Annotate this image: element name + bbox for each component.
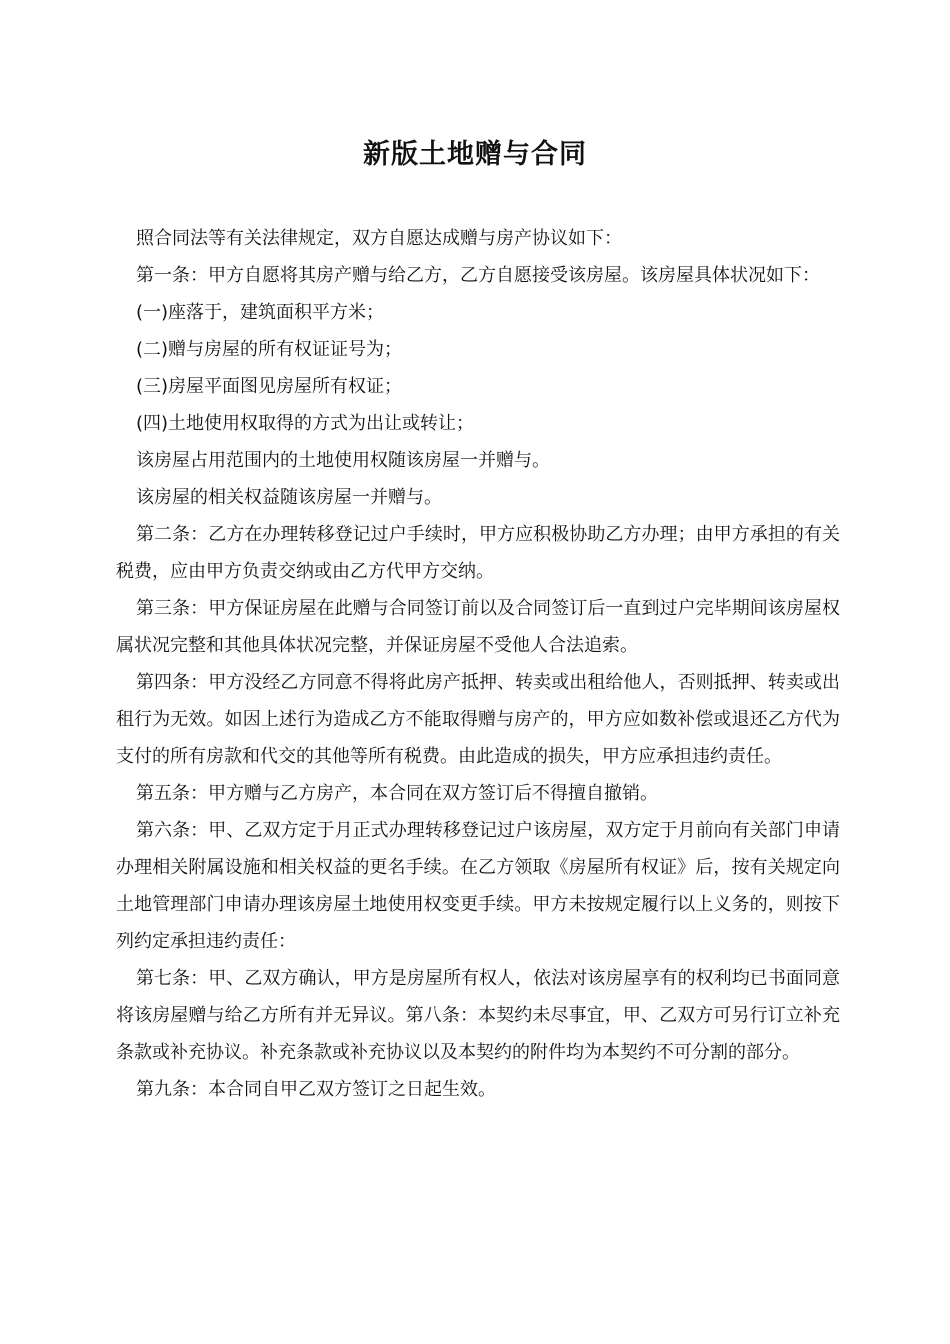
paragraph-article-5: 第五条：甲方赠与乙方房产，本合同在双方签订后不得擅自撤销。 [136,783,658,804]
paragraph-item-3: (三)房屋平面图见房屋所有权证； [136,376,403,397]
paragraph-rights: 该房屋的相关权益随该房屋一并赠与。 [136,487,442,508]
paragraph-article-1: 第一条：甲方自愿将其房产赠与给乙方，乙方自愿接受该房屋。该房屋具体状况如下： [136,265,820,286]
paragraph-article-7-8: 第七条：甲、乙双方确认，甲方是房屋所有权人，依法对该房屋享有的权利均已书面同意将该房屋赠与给乙方所有并无异议。第八条：本契约未尽事宜，甲、乙双方可另行订立补充条款或补充协议。补充条款或补充协议以及本契约的附件均为本契约不可分割的部分。 [116,968,840,1063]
paragraph-article-6: 第六条：甲、乙双方定于月正式办理转移登记过户该房屋，双方定于月前向有关部门申请办理相关附属设施和相关权益的更名手续。在乙方领取《房屋所有权证》后，按有关规定向土地管理部门申请办理该房屋土地使用权变更手续。甲方未按规定履行以上义务的，则按下列约定承担违约责任： [116,820,840,952]
paragraph-intro: 照合同法等有关法律规定，双方自愿达成赠与房产协议如下： [136,228,622,249]
paragraph-item-4: (四)土地使用权取得的方式为出让或转让； [136,413,475,434]
paragraph-article-2: 第二条：乙方在办理转移登记过户手续时，甲方应积极协助乙方办理；由甲方承担的有关税费，应由甲方负责交纳或由乙方代甲方交纳。 [116,524,840,582]
paragraph-item-2: (二)赠与房屋的所有权证证号为； [136,339,403,360]
paragraph-land-use: 该房屋占用范围内的土地使用权随该房屋一并赠与。 [136,450,550,471]
paragraph-item-1: (一)座落于，建筑面积平方米； [136,302,385,323]
paragraph-article-9: 第九条：本合同自甲乙双方签订之日起生效。 [136,1079,496,1100]
paragraph-article-3: 第三条：甲方保证房屋在此赠与合同签订前以及合同签订后一直到过户完毕期间该房屋权属状况完整和其他具体状况完整，并保证房屋不受他人合法追索。 [116,598,840,656]
document-title: 新版土地赠与合同 [363,139,587,170]
document-body [116,220,840,1108]
paragraph-article-4: 第四条：甲方没经乙方同意不得将此房产抵押、转卖或出租给他人，否则抵押、转卖或出租行为无效。如因上述行为造成乙方不能取得赠与房产的，甲方应如数补偿或退还乙方代为支付的所有房款和代交的其他等所有税费。由此造成的损失，甲方应承担违约责任。 [116,672,840,767]
